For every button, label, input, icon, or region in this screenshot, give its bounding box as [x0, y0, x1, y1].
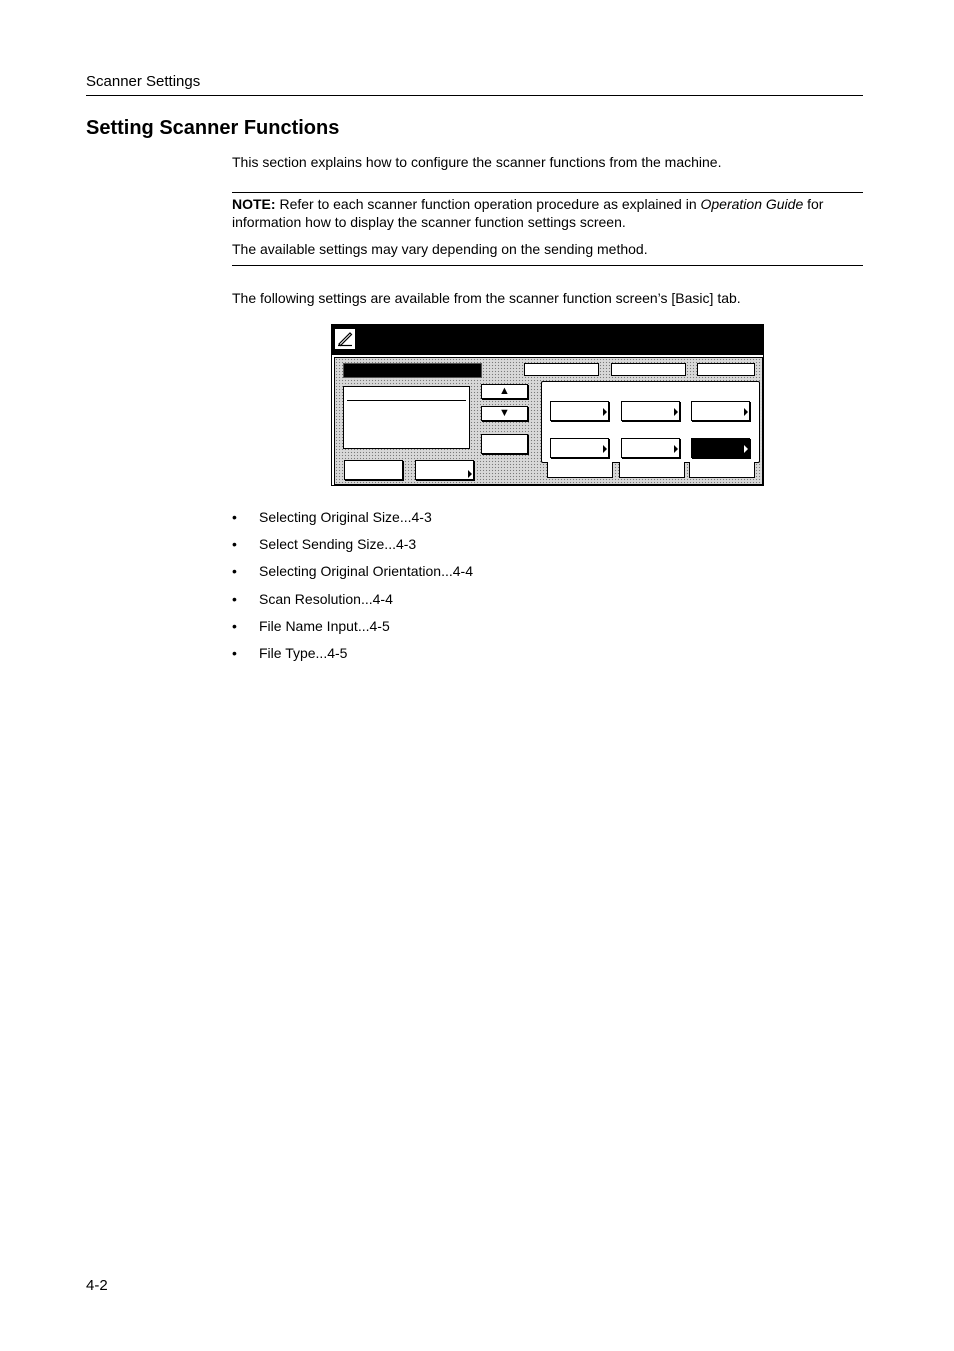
setting-button-5 — [621, 438, 680, 458]
bullet: • — [232, 617, 237, 634]
list-item-text: Scan Resolution...4-4 — [259, 590, 393, 607]
tab-basic — [343, 363, 482, 378]
chevron-right-icon — [744, 445, 748, 453]
settings-list — [232, 508, 473, 671]
list-item — [232, 590, 473, 617]
note-text-before: Refer to each scanner function operation procedure as explained in — [275, 196, 701, 212]
basic-settings-panel — [541, 381, 760, 463]
chevron-right-icon — [468, 470, 472, 478]
note-label: NOTE: — [232, 196, 276, 212]
list-item — [232, 562, 473, 589]
tab-4 — [697, 363, 755, 376]
scroll-up-button — [481, 384, 528, 399]
bullet: • — [232, 536, 237, 553]
list-item-text: File Name Input...4-5 — [259, 617, 390, 634]
list-item-text: Selecting Original Size...4-3 — [259, 509, 432, 525]
bullet: • — [232, 563, 237, 580]
list-item — [232, 617, 473, 644]
note-box — [232, 192, 863, 266]
running-header — [86, 73, 863, 96]
note-text-after: for information how to display the scanner function settings screen. — [232, 196, 824, 230]
chevron-right-icon — [674, 408, 678, 416]
bullet: • — [232, 509, 237, 525]
lead-paragraph: The following settings are available from the scanner function screen’s [Basic] tab. — [232, 290, 741, 306]
panel-tab-3 — [689, 462, 755, 478]
list-item-text: File Type...4-5 — [259, 644, 348, 661]
setting-button-6-selected — [691, 438, 750, 458]
chevron-right-icon — [603, 445, 607, 453]
scroll-down-button — [481, 406, 528, 421]
note-guide-name: Operation Guide — [700, 196, 804, 212]
screen-body — [334, 357, 763, 485]
bullet: • — [232, 590, 237, 607]
setting-button-1 — [550, 401, 609, 421]
destination-list — [343, 386, 470, 449]
detail-button — [481, 434, 528, 454]
chevron-right-icon — [744, 408, 748, 416]
bottom-button-2 — [415, 460, 474, 480]
list-item — [232, 535, 473, 562]
note-second-paragraph: The available settings may vary depending on the sending method. — [232, 241, 648, 257]
note-paragraph — [232, 195, 863, 231]
tab-3 — [611, 363, 686, 376]
panel-tab-1 — [547, 462, 613, 478]
panel-tab-2 — [619, 462, 685, 478]
screen-title-bar — [332, 325, 763, 355]
page-title: Setting Scanner Functions — [86, 117, 340, 139]
tab-2 — [524, 363, 599, 376]
list-item-text: Select Sending Size...4-3 — [259, 536, 417, 553]
setting-button-3 — [691, 401, 750, 421]
list-divider — [347, 400, 466, 401]
setting-button-2 — [621, 401, 680, 421]
chevron-right-icon — [603, 408, 607, 416]
scanner-screen-figure — [331, 324, 764, 486]
arrow-up-icon: ▲ — [499, 385, 510, 397]
page-number: 4-2 — [86, 1277, 108, 1294]
section-label: Scanner Settings — [86, 73, 201, 90]
list-item — [232, 508, 473, 535]
bottom-button-1 — [344, 460, 403, 480]
list-item-text: Selecting Original Orientation...4-4 — [259, 563, 473, 580]
intro-paragraph: This section explains how to configure the scanner functions from the machine. — [232, 154, 722, 170]
list-item — [232, 644, 473, 671]
bullet: • — [232, 644, 237, 661]
setting-button-4 — [550, 438, 609, 458]
pencil-icon — [335, 329, 355, 349]
chevron-right-icon — [674, 445, 678, 453]
arrow-down-icon: ▼ — [499, 407, 510, 419]
